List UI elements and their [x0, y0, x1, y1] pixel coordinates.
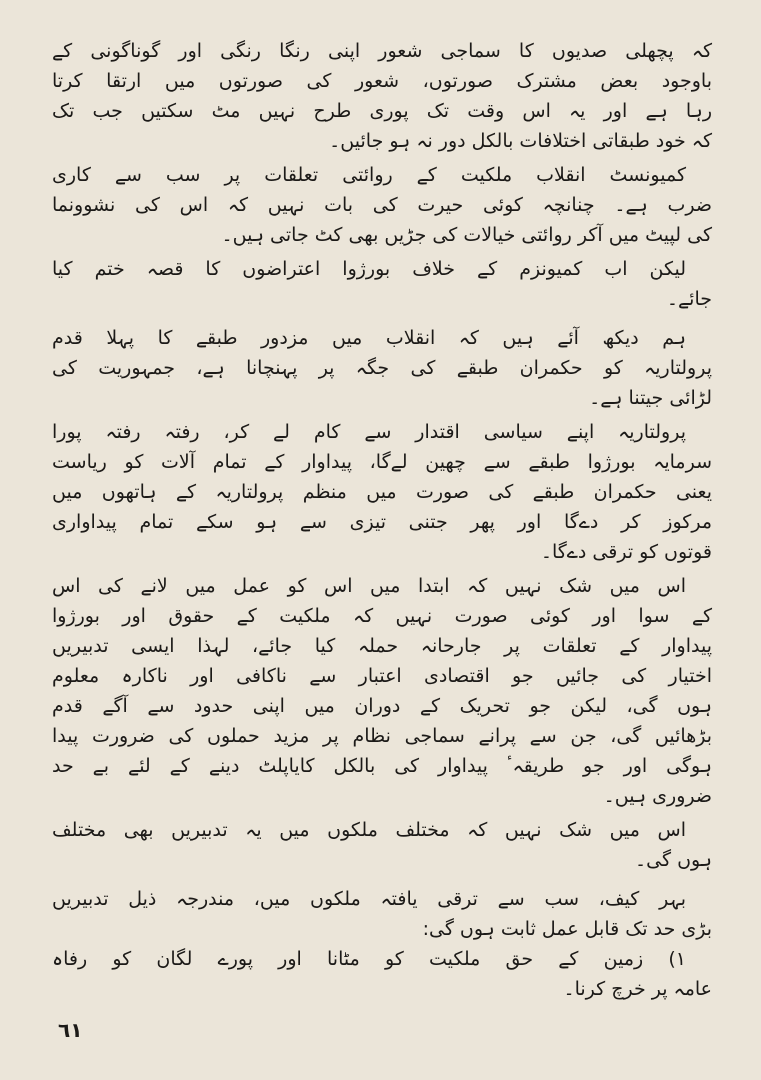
text-line: باوجود بعض مشترک صورتوں، شعور کی صورتوں میں ارتقا کرتا [52, 70, 712, 92]
text-line: کہ پچھلی صدیوں کا سماجی شعور اپنی رنگا رنگی اور گوناگونی کے [52, 40, 712, 62]
text-line: قوتوں کو ترقی دےگا۔ [540, 541, 712, 563]
text-line: ہوں گی۔ [635, 849, 712, 871]
text-line: بڑی حد تک قابل عمل ثابت ہوں گی: [422, 918, 712, 940]
text-line: ہوں گی، لیکن جو تحریک کے دوران میں اپنی حدود سے آگے قدم [52, 695, 712, 717]
text-line: ہوگی اور جو طریقہٴ پیداوار کی بالکل کایاپلٹ دینے کے لئے بے حد [52, 755, 712, 777]
text-line: بڑھائیں گی، جن سے پرانے سماجی نظام پر مزید حملوں کی ضرورت پیدا [52, 725, 712, 747]
text-line: ہم دیکھ آئے ہیں کہ انقلاب میں مزدور طبقے کا پہلا قدم [52, 327, 686, 349]
page-number: ٦١ [58, 1018, 83, 1042]
body-text [52, 36, 712, 1004]
text-line: بہر کیف، سب سے ترقی یافتہ ملکوں میں، مندرجہ ذیل تدبیریں [52, 888, 686, 910]
text-line: کمیونسٹ انقلاب ملکیت کے روائتی تعلقات پر سب سے کاری [52, 164, 686, 186]
text-line: پیداوار کے تعلقات پر جارحانہ حملہ کیا جائے، لہذا ایسی تدبیریں [52, 635, 712, 657]
text-line: اختیار کی جائیں جو اقتصادی اعتبار سے ناکافی اور ناکارہ معلوم [52, 665, 712, 687]
text-line: ضرب ہے۔ چنانچہ کوئی حیرت کی بات نہیں کہ اس کی نشوونما [52, 194, 712, 216]
list-item-line: ۱) زمین کے حق ملکیت کو مٹانا اور پورے لگان کو رفاہ [52, 948, 686, 970]
text-line: لڑائی جیتنا ہے۔ [589, 387, 712, 409]
text-line: مرکوز کر دےگا اور پھر جتنی تیزی سے ہو سکے تمام پیداواری [52, 511, 712, 533]
text-line: اس میں شک نہیں کہ مختلف ملکوں میں یہ تدبیریں بھی مختلف [52, 819, 686, 841]
text-line: رہا ہے اور یہ اس وقت تک پوری طرح نہیں مٹ سکتیں جب تک [52, 100, 712, 122]
text-line: لیکن اب کمیونزم کے خلاف بورژوا اعتراضوں کا قصہ ختم کیا [52, 258, 686, 280]
text-line: کہ خود طبقاتی اختلافات بالکل دور نہ ہو جائیں۔ [329, 130, 712, 152]
text-line: جائے۔ [666, 288, 712, 310]
text-line: پرولتاریہ کو حکمران طبقے کی جگہ پر پہنچانا ہے، جمہوریت کی [52, 357, 712, 379]
text-line: اس میں شک نہیں کہ ابتدا میں اس کو عمل میں لانے کی اس [52, 575, 686, 597]
text-line: کے سوا اور کوئی صورت نہیں کہ ملکیت کے حقوق اور بورژوا [52, 605, 712, 627]
text-line: کی لپیٹ میں آکر روائتی خیالات کی جڑیں بھی کٹ جاتی ہیں۔ [221, 224, 712, 246]
text-line: سرمایہ بورژوا طبقے سے چھین لےگا، پیداوار کے تمام آلات کو ریاست [52, 451, 712, 473]
text-line: ضروری ہیں۔ [603, 785, 712, 807]
list-item-line: عامہ پر خرچ کرنا۔ [563, 978, 712, 1000]
text-line: یعنی حکمران طبقے کی صورت میں منظم پرولتاریہ کے ہاتھوں میں [52, 481, 712, 503]
text-line: پرولتاریہ اپنے سیاسی اقتدار سے کام لے کر، رفتہ رفتہ پورا [52, 421, 686, 443]
